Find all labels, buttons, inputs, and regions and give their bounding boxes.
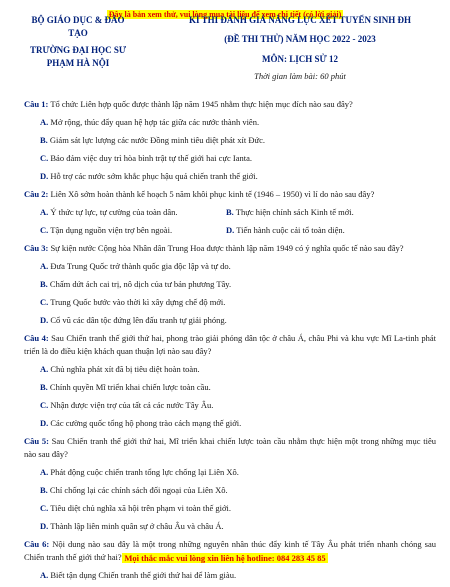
exam-title-block [160,14,440,83]
ministry-line-1: BỘ GIÁO DỤC & ĐÀO [31,15,125,25]
option-5a [40,466,436,478]
exam-year: (ĐỀ THI THỬ) NĂM HỌC 2022 - 2023 [224,34,376,44]
option-2b [226,206,436,218]
question-text: Liên Xô sớm hoàn thành kế hoạch 5 năm khôi phục kinh tế (1946 – 1950) vì lí do nào sau đây? [50,189,375,199]
preview-notice-text: Đây là bản xem thử, vui lòng mua tài liệu để xem chi tiết (có lời giải) [108,10,342,19]
option-2c [40,224,226,236]
option-text: Tiến hành cuộc cải tổ toàn diện. [236,225,345,235]
option-text: Giám sát lực lượng các nước Đồng minh tiêu diệt phát xít Đức. [49,135,265,145]
option-1d [40,170,436,182]
option-row-2ab [40,206,436,218]
exam-header [0,14,450,106]
ministry-block [20,14,136,70]
option-text: Mở rộng, thúc đẩy quan hệ hợp tác giữa các nước thành viên. [50,117,260,127]
option-letter: D. [40,171,49,181]
question-text: Nội dung nào sau đây là một trong những nguyên nhân thúc đẩy kinh tế Tây Âu phát triển nhanh chóng sau Chiến tranh thế giới thứ hai? [24,539,437,562]
option-6a [40,569,436,581]
option-text: Thành lập liên minh quân sự ở châu Âu và châu Á. [50,521,224,531]
option-letter: A. [40,117,49,127]
question-1 [24,98,436,111]
option-2a [40,206,226,218]
option-letter: D. [226,225,235,235]
option-3a [40,260,436,272]
option-letter: B. [40,279,48,289]
option-letter: A. [40,261,49,271]
option-4b [40,381,436,393]
option-letter: A. [40,207,49,217]
option-text: Hỗ trợ các nước sớm khắc phục hậu quả chiến tranh thế giới. [50,171,258,181]
option-1b [40,134,436,146]
question-number: Câu 1: [24,99,49,109]
option-3b [40,278,436,290]
question-3 [24,242,436,255]
question-2 [24,188,436,201]
option-letter: B. [40,382,48,392]
hotline-banner [0,548,450,566]
option-letter: D. [40,418,49,428]
option-text: Cổ vũ các dân tộc đứng lên đấu tranh tự giải phóng. [50,315,227,325]
option-text: Chỉ chống lại các chính sách đối ngoại của Liên Xô. [49,485,228,495]
option-letter: C. [40,153,49,163]
option-letter: A. [40,364,49,374]
option-5b [40,484,436,496]
option-text: Chính quyền Mĩ triển khai chiến lược toàn cầu. [49,382,211,392]
exam-subject: MÔN: LỊCH SỬ 12 [262,54,338,64]
option-2d [226,224,436,236]
hotline-text: Mọi thắc mắc vui lòng xin liên hệ hotline: 084 283 45 85 [124,553,326,563]
option-text: Biết tận dụng Chiến tranh thế giới thứ hai để làm giàu. [50,570,237,580]
option-3d [40,314,436,326]
question-list [24,98,436,587]
option-4d [40,417,436,429]
option-letter: D. [40,521,49,531]
question-5 [24,435,436,461]
option-text: Các cường quốc tổng hộ phong trào cách mạng thế giới. [50,418,242,428]
option-letter: C. [40,503,49,513]
option-3c [40,296,436,308]
question-number: Câu 3: [24,243,49,253]
option-text: Nhận được viện trợ của tất cả các nước Tây Âu. [50,400,214,410]
question-number: Câu 2: [24,189,49,199]
option-5c [40,502,436,514]
option-text: Bảo đảm việc duy trì hòa bình trật tự thế giới hai cực Ianta. [50,153,252,163]
option-letter: A. [40,467,49,477]
question-4 [24,332,436,358]
option-text: Chủ nghĩa phát xít đã bị tiêu diệt hoàn toàn. [50,364,200,374]
question-text: Sau Chiến tranh thế giới thứ hai, phong trào giải phóng dân tộc ở châu Á, châu Phi và khu vực Mĩ La-tinh phát triển là do điều kiện khách quan thuận lợi nào sau đây? [24,333,436,356]
question-number: Câu 5: [24,436,49,446]
option-text: Phát động cuộc chiến tranh tổng lực chống lại Liên Xô. [50,467,239,477]
ministry-line-2: TẠO [68,28,88,38]
question-number: Câu 6: [24,539,50,549]
option-row-2cd [40,224,436,236]
option-letter: D. [40,315,49,325]
option-letter: A. [40,570,49,580]
university-line-2: PHẠM HÀ NỘI [46,58,110,68]
option-letter: C. [40,297,49,307]
option-letter: B. [40,135,48,145]
option-1c [40,152,436,164]
option-letter: C. [40,225,49,235]
option-letter: B. [226,207,234,217]
option-text: Đưa Trung Quốc trở thành quốc gia độc lập và tự do. [50,261,231,271]
question-text: Sự kiện nước Cộng hòa Nhân dân Trung Hoa được thành lập năm 1949 có ý nghĩa quốc tế nào sau đây? [50,243,404,253]
option-5d [40,520,436,532]
option-4a [40,363,436,375]
question-text: Tổ chức Liên hợp quốc được thành lập năm 1945 nhằm thực hiện mục đích nào sau đây? [50,99,353,109]
question-text: Sau Chiến tranh thế giới thứ hai, Mĩ triển khai chiến lược toàn cầu nhằm thực hiện một trong những mục tiêu nào sau đây? [24,436,437,459]
option-text: Tiêu diệt chủ nghĩa xã hội trên phạm vi toàn thế giới. [50,503,232,513]
option-text: Thực hiện chính sách Kinh tế mới. [235,207,354,217]
university-line-1: TRƯỜNG ĐẠI HỌC SƯ [29,45,127,55]
option-text: Ý thức tự lực, tự cường của toàn dân. [50,207,178,217]
option-1a [40,116,436,128]
exam-duration: Thời gian làm bài: 60 phút [254,71,346,81]
option-letter: B. [40,485,48,495]
question-number: Câu 4: [24,333,49,343]
option-letter: C. [40,400,49,410]
option-text: Chấm dứt ách cai trị, nô dịch của tư bản phương Tây. [49,279,232,289]
option-4c [40,399,436,411]
exam-title: KÌ THI ĐÁNH GIÁ NĂNG LỰC XÉT TUYỂN SINH ĐH [189,15,411,25]
option-text: Tận dụng nguồn viện trợ bên ngoài. [50,225,173,235]
option-text: Trung Quốc bước vào thời kì xây dựng chế độ mới. [50,297,226,307]
